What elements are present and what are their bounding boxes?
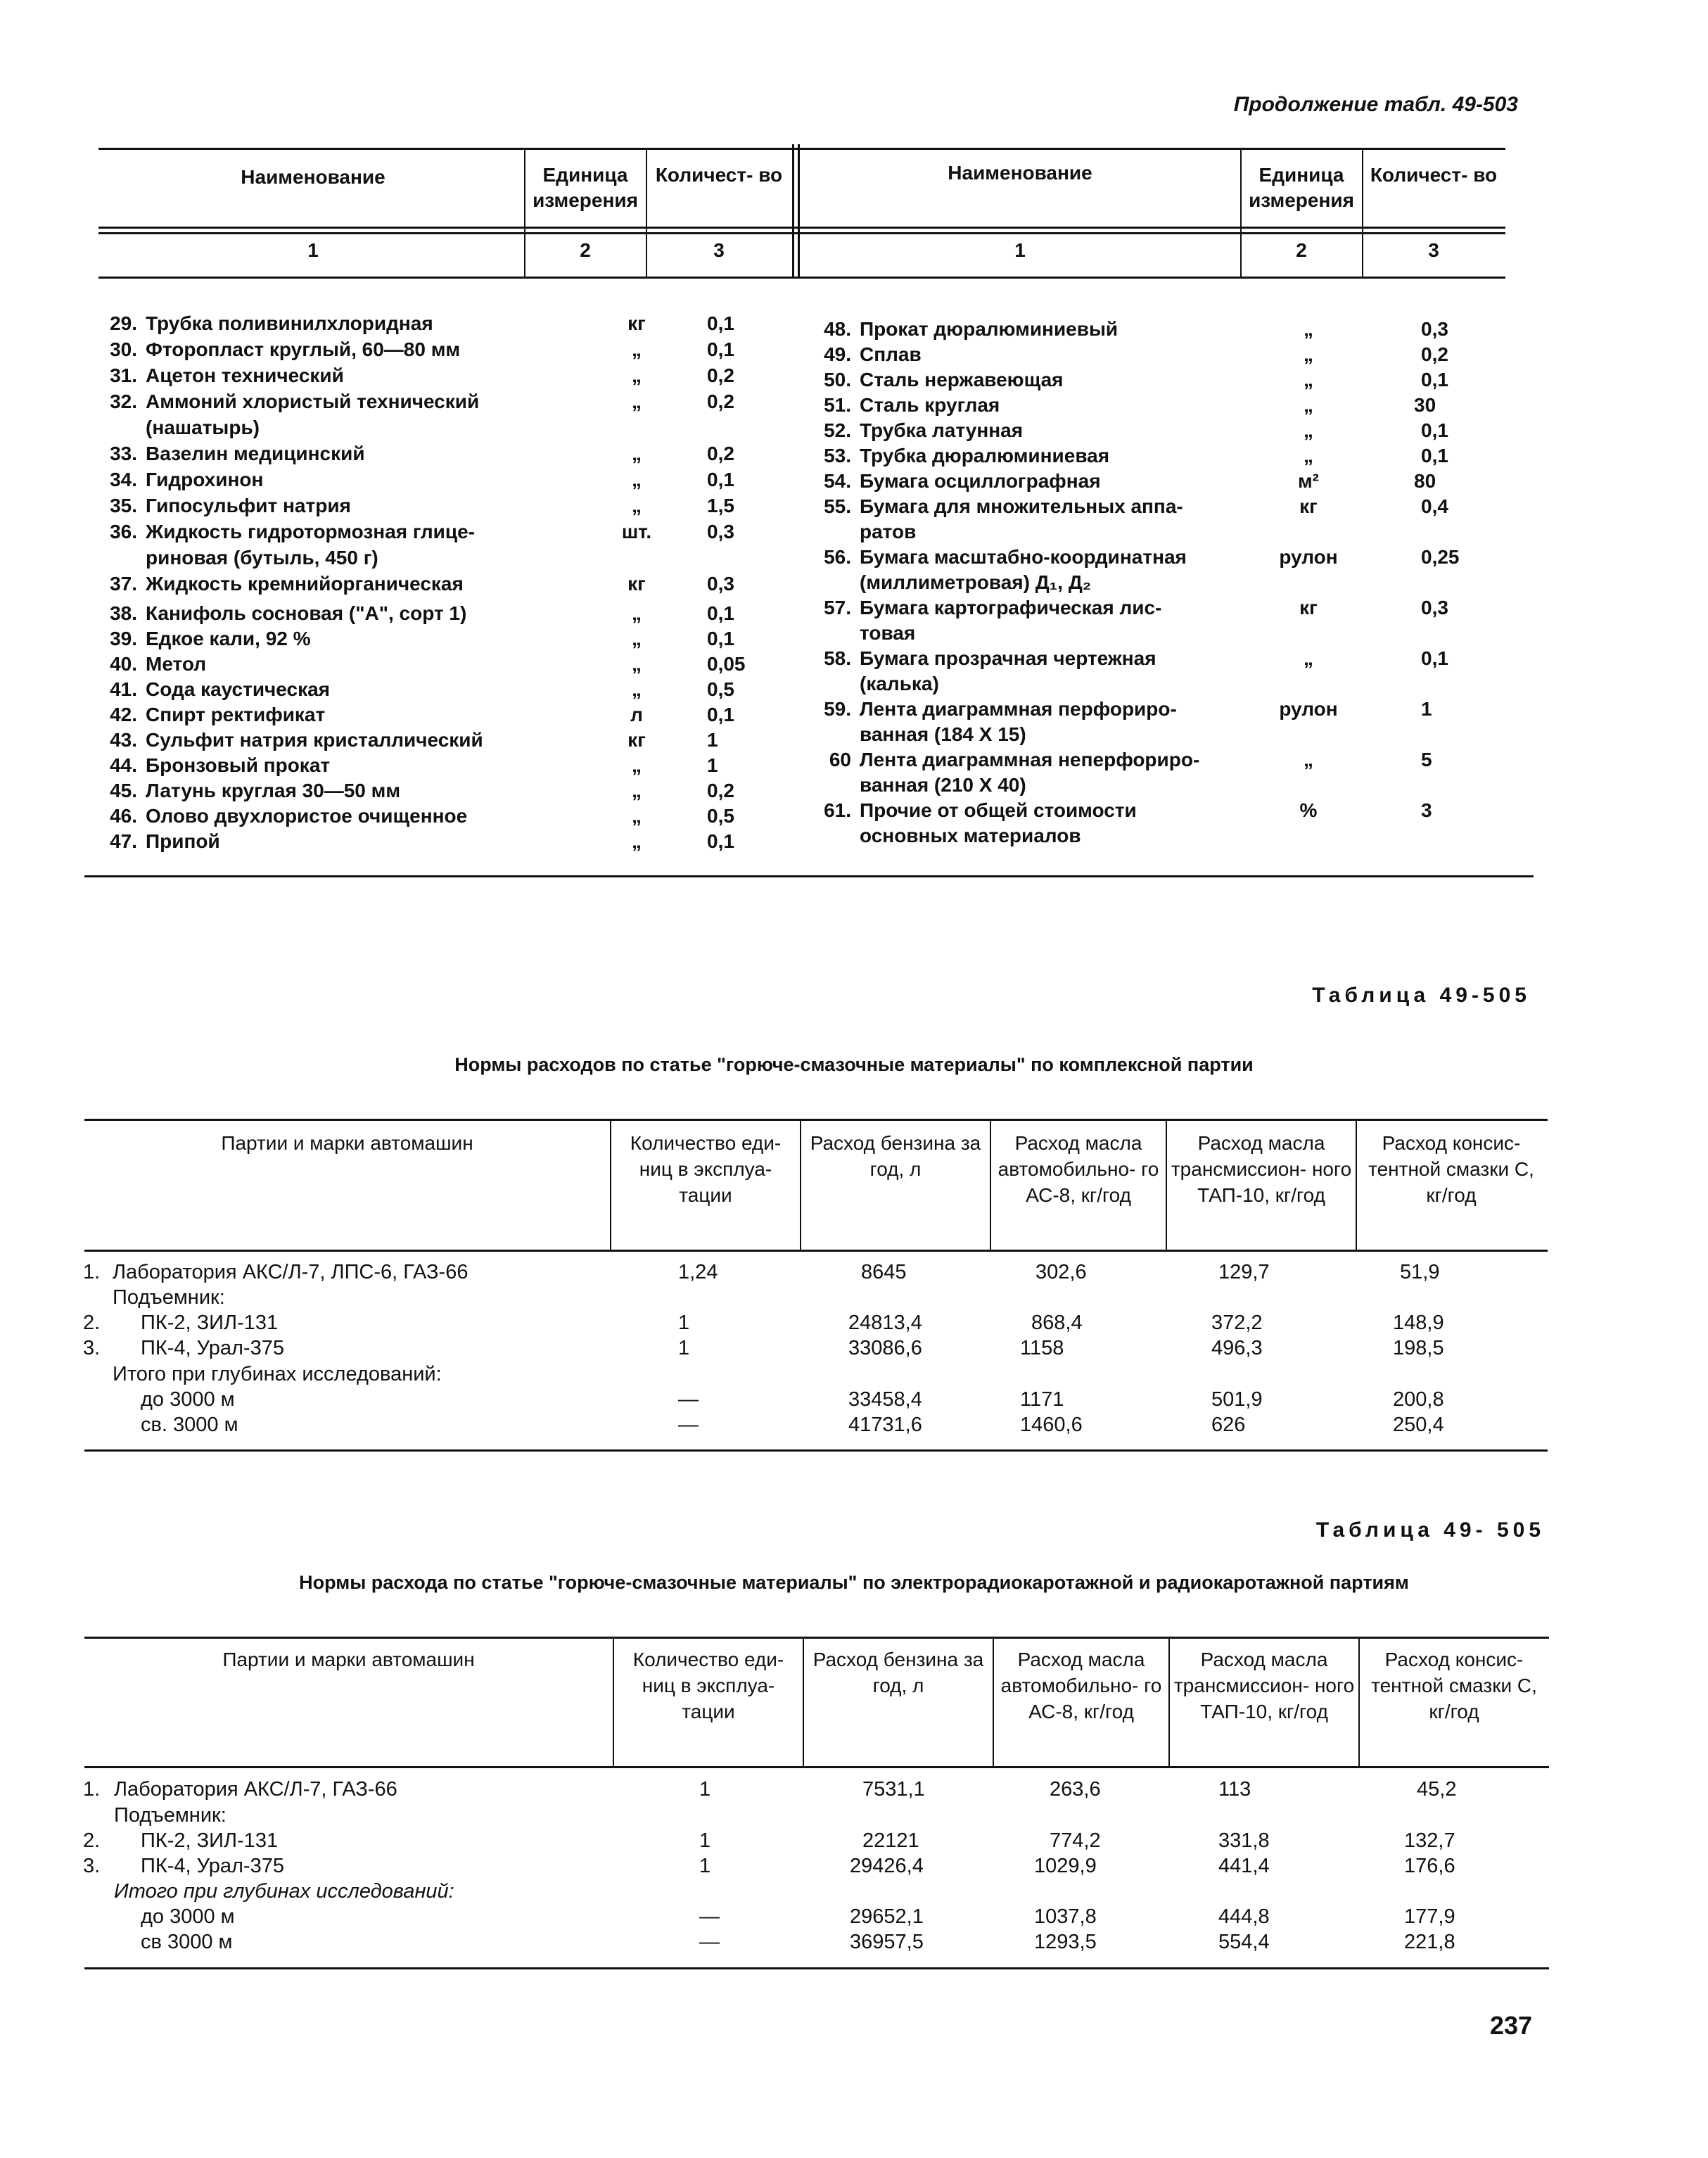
colnum-1-right: 1 [1014, 239, 1026, 261]
col-header-grease: Расход консис- тентной смазки С, кг/год [1368, 1132, 1534, 1206]
table-title: Нормы расхода по статье "горюче-смазочные материалы" по электрорадиокаротажной и радиокаротажной партиям [299, 1572, 1409, 1593]
header-name-left: Наименование [241, 166, 385, 188]
header-qty-left: Количест- во [655, 164, 783, 186]
col-header-oil-as8: Расход масла автомобильно- го АС-8, кг/год [1000, 1649, 1162, 1722]
col-header-count: Количество еди- ниц в эксплуа- тации [632, 1649, 784, 1722]
header-qty-right: Количест- во [1370, 164, 1498, 186]
colnum-3-right: 3 [1428, 239, 1439, 261]
header-name-right: Наименование [948, 162, 1092, 184]
continuation-label: Продолжение табл. 49-503 [1233, 93, 1518, 116]
col-header-fuel: Расход бензина за год, л [810, 1132, 981, 1180]
table-label: Таблица 49- 505 [1315, 1518, 1545, 1542]
page-number: 237 [1489, 2011, 1532, 2040]
colnum-3-left: 3 [713, 239, 725, 261]
colnum-2-right: 2 [1296, 239, 1307, 261]
col-header-fuel: Расход бензина за год, л [812, 1649, 984, 1696]
col-header-oil-tap10: Расход масла трансмиссион- ного ТАП-10, кг/год [1173, 1649, 1355, 1722]
col-header-oil-as8: Расход масла автомобильно- го АС-8, кг/год [998, 1132, 1159, 1206]
col-header-grease: Расход консис- тентной смазки С, кг/год [1371, 1649, 1537, 1722]
col-header-oil-tap10: Расход масла трансмиссион- ного ТАП-10, кг/год [1171, 1132, 1352, 1206]
header-unit-right: Единица измерения [1249, 164, 1354, 211]
colnum-2-left: 2 [580, 239, 591, 261]
header-unit-left: Единица измерения [533, 164, 638, 211]
table-label: Таблица 49-505 [1312, 984, 1531, 1007]
col-header-party: Партии и марки автомашин [222, 1649, 475, 1670]
col-header-count: Количество еди- ниц в эксплуа- тации [630, 1132, 782, 1206]
colnum-1-left: 1 [307, 239, 319, 261]
table-title: Нормы расходов по статье "горюче-смазочные материалы" по комплексной партии [454, 1054, 1254, 1075]
col-header-party: Партии и марки автомашин [221, 1132, 473, 1154]
